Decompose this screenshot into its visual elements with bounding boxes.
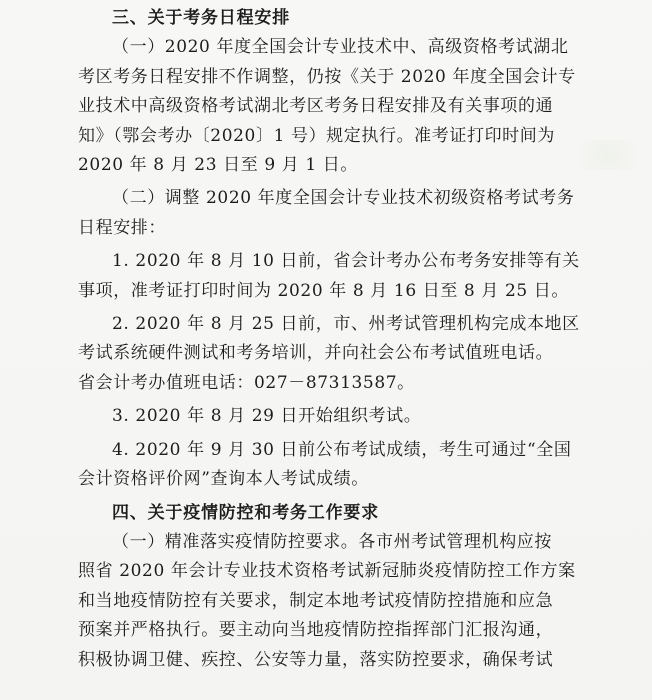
text-line: 业技术中高级资格考试湖北考区考务日程安排及有关事项的通 — [78, 96, 554, 117]
section4-heading: 四、关于疫情防控和考务工作要求 — [112, 502, 379, 523]
text-line: 日程安排： — [78, 217, 166, 238]
text-line: 2. 2020 年 8 月 25 日前，市、州考试管理机构完成本地区 — [112, 314, 580, 335]
text-line: 会计资格评价网”查询本人考试成绩。 — [78, 469, 369, 490]
background-stain — [562, 140, 652, 170]
text-line: （二）调整 2020 年度全国会计专业技术初级资格考试考务 — [112, 188, 575, 209]
text-line: 考区考务日程安排不作调整，仍按《关于 2020 年度全国会计专 — [78, 66, 576, 87]
text-line: 积极协调卫健、疾控、公安等力量，落实防控要求，确保考试 — [78, 649, 554, 670]
text-line: 和当地疫情防控有关要求，制定本地考试疫情防控措施和应急 — [78, 590, 554, 611]
schedule-item-4 — [78, 436, 600, 495]
text-line: 省会计考办值班电话：027－87313587。 — [78, 372, 415, 393]
text-line: （一）精准落实疫情防控要求。各市州考试管理机构应按 — [112, 531, 552, 552]
section3-paragraph2 — [78, 184, 600, 243]
schedule-item-2 — [78, 310, 600, 398]
text-line: 照省 2020 年会计专业技术资格考试新冠肺炎疫情防控工作方案 — [78, 561, 576, 582]
text-line: 预案并严格执行。要主动向当地疫情防控指挥部门汇报沟通， — [78, 620, 554, 641]
text-line: 2020 年 8 月 23 日至 9 月 1 日。 — [78, 155, 358, 176]
text-line: 事项，准考证打印时间为 2020 年 8 月 16 日至 8 月 25 日。 — [78, 280, 569, 301]
section4-paragraph1 — [78, 528, 600, 675]
text-line: （一）2020 年度全国会计专业技术中、高级资格考试湖北 — [112, 37, 569, 58]
text-line: 1. 2020 年 8 月 10 日前，省会计考办公布考务安排等有关 — [112, 251, 580, 272]
text-line: 知》（鄂会考办〔2020〕1 号）规定执行。准考证打印时间为 — [78, 125, 555, 146]
text-line: 考试系统硬件测试和考务培训，并向社会公布考试值班电话。 — [78, 343, 554, 364]
text-line: 4. 2020 年 9 月 30 日前公布考试成绩，考生可通过“全国 — [112, 439, 572, 460]
text-line: 3. 2020 年 8 月 29 日开始组织考试。 — [112, 406, 422, 427]
section3-heading: 三、关于考务日程安排 — [112, 8, 290, 28]
schedule-item-1 — [78, 247, 600, 306]
schedule-item-3 — [78, 402, 600, 431]
section3-paragraph1 — [78, 33, 600, 180]
